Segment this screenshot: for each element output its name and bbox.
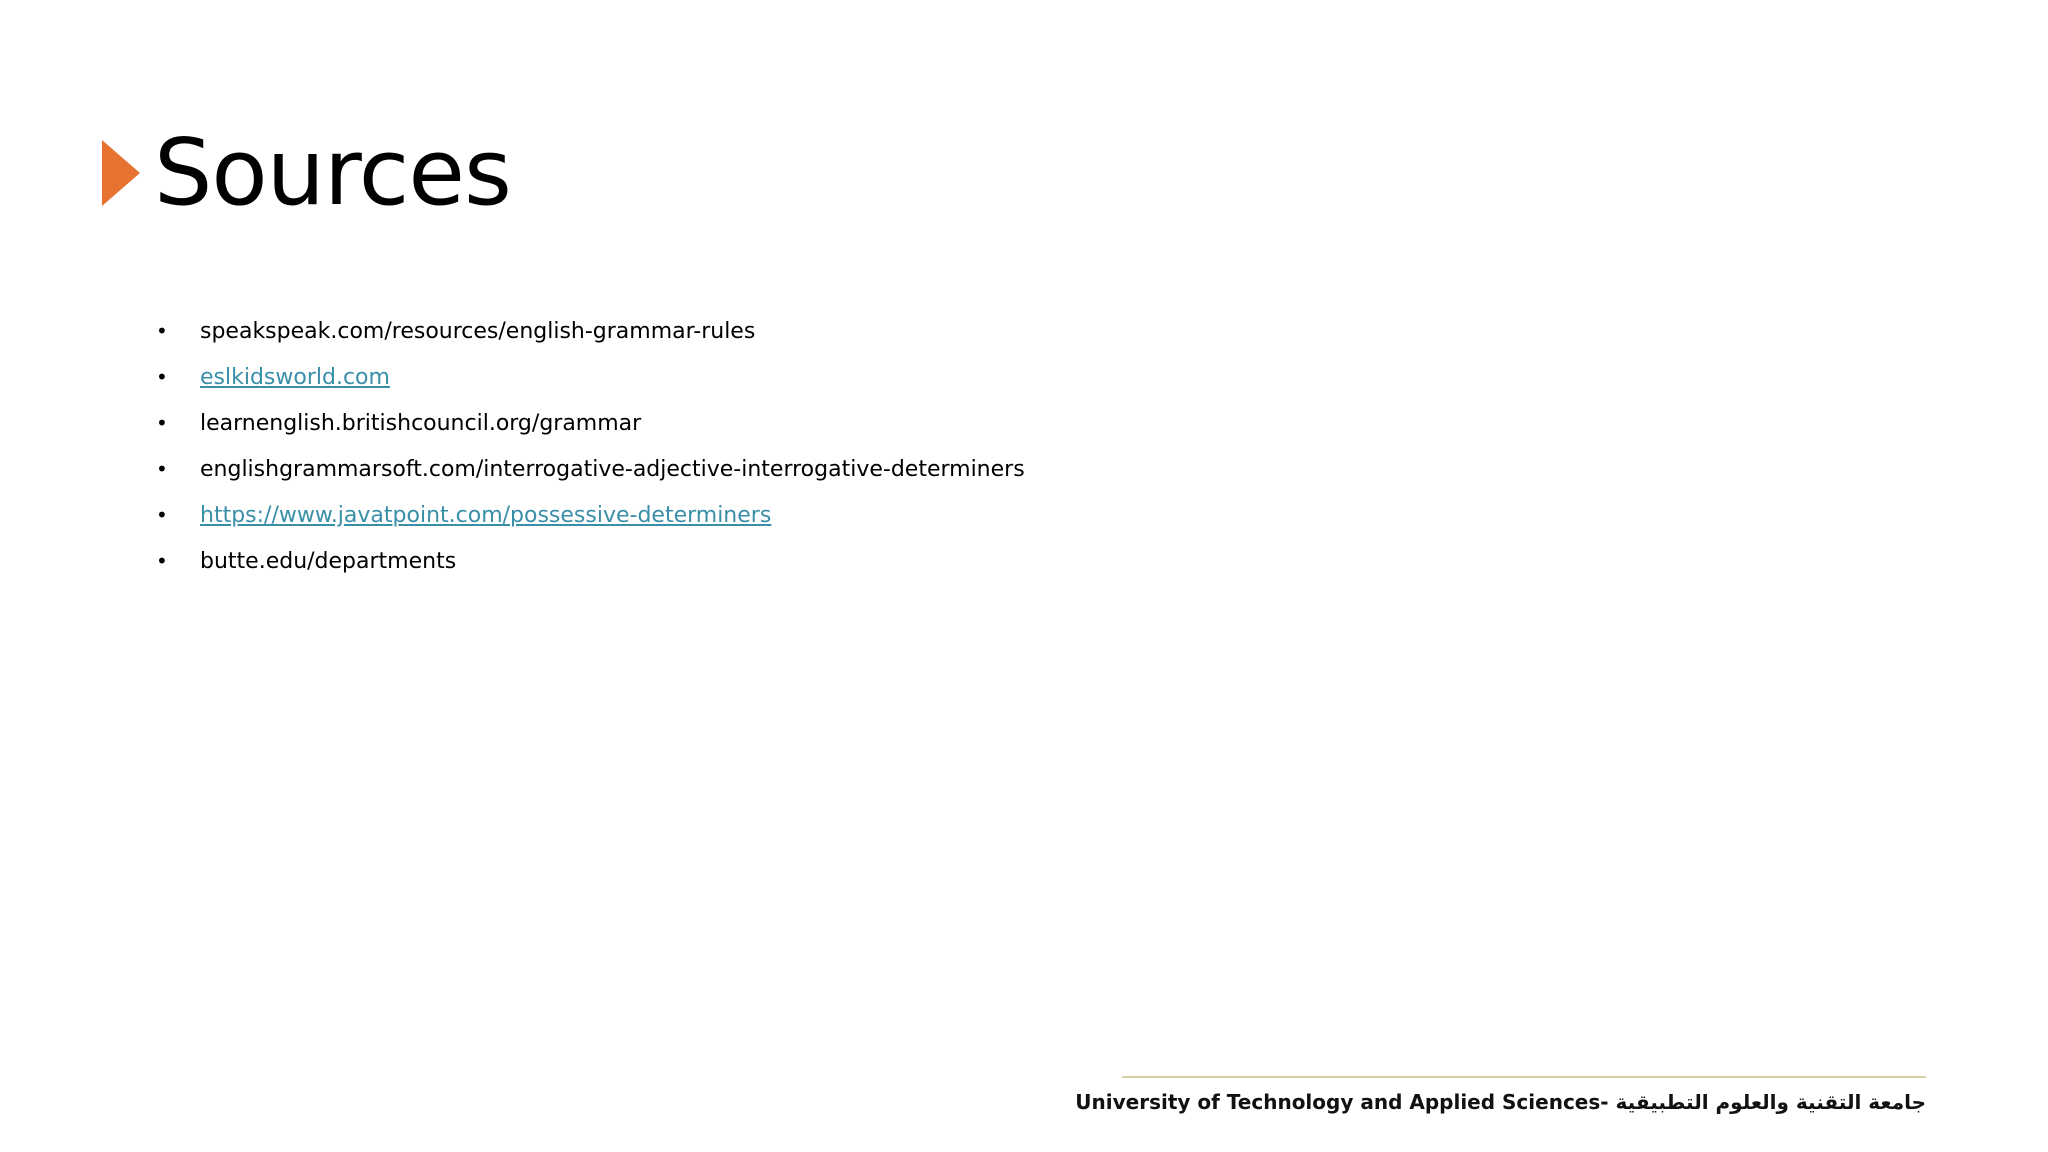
bullet-icon: • [156,549,168,573]
source-text: englishgrammarsoft.com/interrogative-adjective-interrogative-determiners [200,456,1025,482]
footer-divider [1122,1076,1926,1078]
bullet-icon: • [156,457,168,481]
title-row [102,118,511,228]
source-text: butte.edu/departments [200,548,457,574]
footer-university-name: University of Technology and Applied Sciences- جامعة التقنية والعلوم التطبيقية [1075,1090,1926,1114]
list-item [152,538,1025,584]
list-item [152,400,1025,446]
source-text: speakspeak.com/resources/english-grammar-rules [200,318,756,344]
bullet-icon: • [156,411,168,435]
bullet-icon: • [156,503,168,527]
bullet-icon: • [156,365,168,389]
sources-list [152,308,1025,584]
list-item [152,446,1025,492]
list-item [152,308,1025,354]
list-item [152,354,1025,400]
triangle-marker-icon [102,140,140,206]
bullet-icon: • [156,319,168,343]
source-link[interactable]: eslkidsworld.com [200,364,390,390]
source-link[interactable]: https://www.javatpoint.com/possessive-determiners [200,502,772,528]
source-text: learnenglish.britishcouncil.org/grammar [200,410,642,436]
slide-title: Sources [154,119,511,226]
list-item [152,492,1025,538]
